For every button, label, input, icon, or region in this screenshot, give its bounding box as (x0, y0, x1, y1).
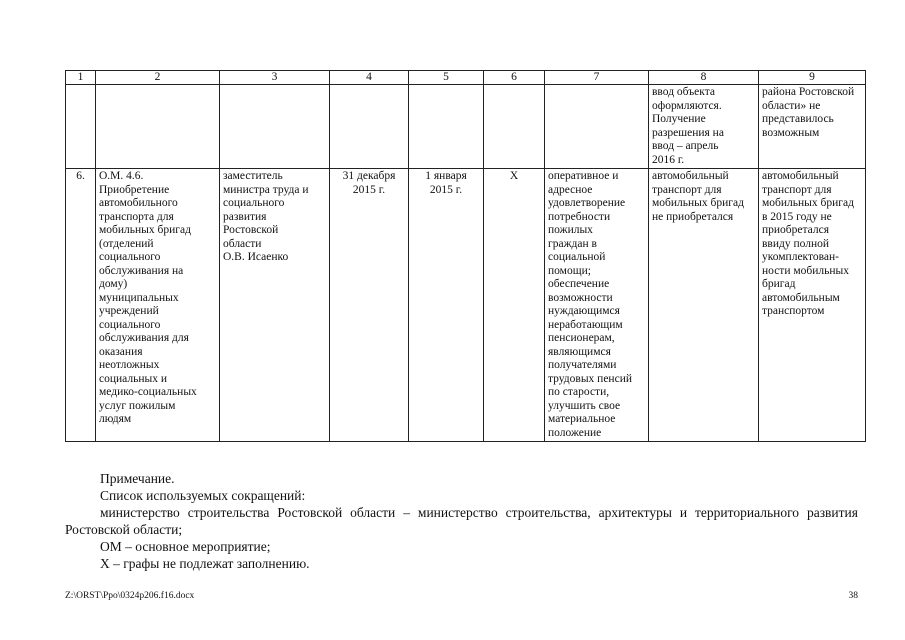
planned-result-cell: оперативное и адресное удовлетворение потребности пожилых граждан в социальной помощи; обеспечение возможности нуждающимся неработающим пенсионерам, являющимся получателями трудовых пенсий по старости, улучшить свое материальное положение (545, 169, 649, 442)
note-abbreviation: ОМ – основное мероприятие; (100, 539, 271, 554)
header-cell: 3 (220, 71, 330, 85)
header-row (66, 71, 866, 85)
empty-cell (330, 85, 409, 169)
header-cell: 5 (409, 71, 484, 85)
notes-section (65, 470, 858, 572)
plan-date-cell: 31 декабря 2015 г. (330, 169, 409, 442)
empty-cell (545, 85, 649, 169)
header-cell: 4 (330, 71, 409, 85)
empty-cell (409, 85, 484, 169)
header-cell: 8 (649, 71, 759, 85)
note-abbreviations-heading: Список используемых сокращений: (100, 488, 306, 503)
reason-cell: района Ростовской области» не представилось возможным (759, 85, 866, 169)
responsible-cell: заместитель министра труда и социального развития Ростовской области О.В. Исаенко (220, 169, 330, 442)
note-abbreviation: Х – графы не подлежат заполнению. (100, 556, 310, 571)
actual-result-cell: автомобильный транспорт для мобильных бригад не приобретался (649, 169, 759, 442)
header-cell: 2 (96, 71, 220, 85)
header-cell: 6 (484, 71, 545, 85)
empty-cell (484, 85, 545, 169)
measure-cell: О.М. 4.6. Приобретение автомобильного транспорта для мобильных бригад (отделений социального обслуживания на дому) муниципальных учреждений социального обслуживания для оказания неотложных социальных и медико-социальных услуг пожилым людям (96, 169, 220, 442)
header-cell: 1 (66, 71, 96, 85)
page-number: 38 (848, 591, 858, 601)
empty-cell (96, 85, 220, 169)
empty-cell (220, 85, 330, 169)
fact-date-cell: 1 января 2015 г. (409, 169, 484, 442)
empty-cell (66, 85, 96, 169)
row-number: 6. (66, 169, 96, 442)
reason-cell: автомобильный транспорт для мобильных бригад в 2015 году не приобретался ввиду полной укомплектован- ности мобильных бригад автомобильным транспортом (759, 169, 866, 442)
note-abbreviation: министерство строительства Ростовской области – министерство строительства, архитектуры и территориального развития Ростовской области; (65, 505, 858, 537)
table-row (66, 169, 866, 442)
continuation-row (66, 85, 866, 169)
header-cell: 9 (759, 71, 866, 85)
not-applicable-cell: Х (484, 169, 545, 442)
header-cell: 7 (545, 71, 649, 85)
measures-table (65, 70, 866, 442)
actual-result-cell: ввод объекта оформляются. Получение разрешения на ввод – апрель 2016 г. (649, 85, 759, 169)
note-title: Примечание. (100, 471, 175, 486)
footer-file-path: Z:\ORST\Ppo\0324p206.f16.docx (65, 591, 195, 601)
